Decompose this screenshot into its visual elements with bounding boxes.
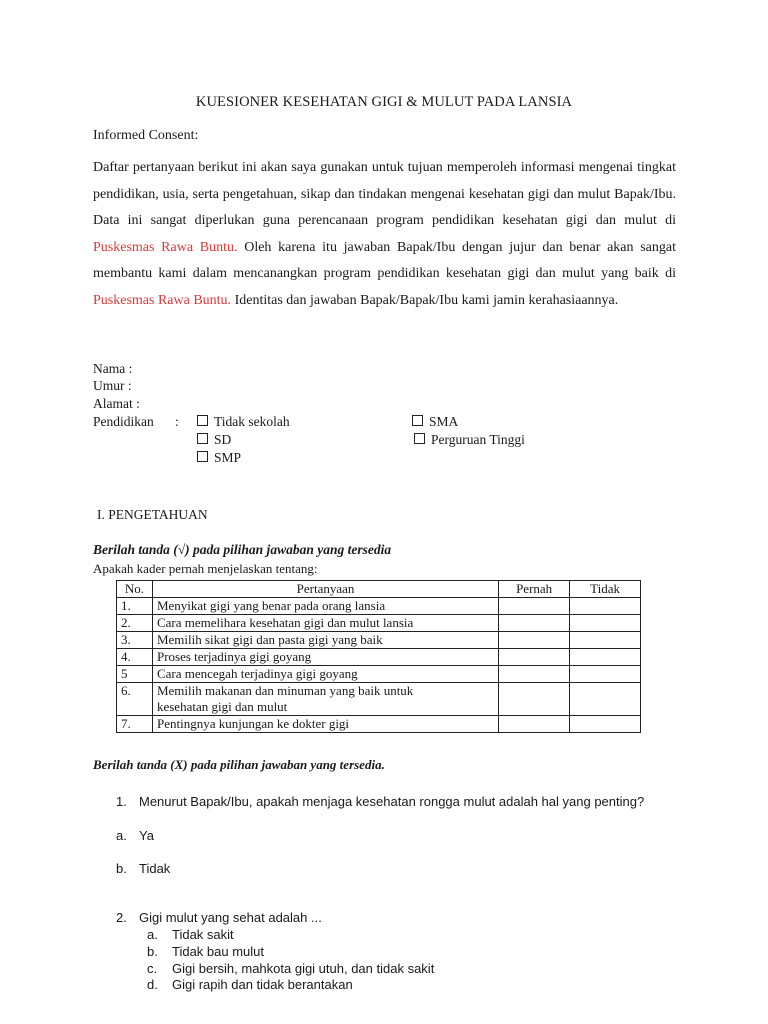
row-question: Pentingnya kunjungan ke dokter gigi xyxy=(152,716,498,733)
option-smp[interactable] xyxy=(197,450,241,466)
table-row xyxy=(117,716,641,733)
consent-label: Informed Consent: xyxy=(93,128,199,143)
answer-cell-tidak[interactable] xyxy=(570,666,641,683)
option-label: Perguruan Tinggi xyxy=(431,432,525,447)
answer-cell-tidak[interactable] xyxy=(570,649,641,666)
question-1-option-a[interactable]: Ya xyxy=(139,828,154,843)
question-1-text: Menurut Bapak/Ibu, apakah menjaga kesehatan rongga mulut adalah hal yang penting? xyxy=(139,794,645,809)
instruction-checkmark: Berilah tanda (√) pada pilihan jawaban yang tersedia xyxy=(93,542,392,557)
question-2-option-label: a. xyxy=(147,927,158,942)
answer-cell-pernah[interactable] xyxy=(499,649,570,666)
option-sma[interactable] xyxy=(412,414,458,430)
option-perguruan-tinggi[interactable] xyxy=(414,432,525,448)
checkbox-icon[interactable] xyxy=(197,415,208,426)
table-row xyxy=(117,598,641,615)
row-question: Menyikat gigi yang benar pada orang lansia xyxy=(152,598,498,615)
row-question: Cara mencegah terjadinya gigi goyang xyxy=(152,666,498,683)
field-umur[interactable]: Umur : xyxy=(93,378,132,393)
option-label: SMP xyxy=(214,450,242,465)
question-1-option-a-label: a. xyxy=(116,828,127,843)
field-pendidikan-colon: : xyxy=(175,414,179,429)
question-2-option-d[interactable]: Gigi rapih dan tidak berantakan xyxy=(172,977,353,992)
row-number: 1. xyxy=(117,598,153,615)
row-question-line-2: kesehatan gigi dan mulut xyxy=(156,699,288,714)
header-no: No. xyxy=(117,581,153,598)
answer-cell-tidak[interactable] xyxy=(570,615,641,632)
table-row xyxy=(117,683,641,716)
answer-cell-pernah[interactable] xyxy=(499,615,570,632)
checkbox-icon[interactable] xyxy=(414,433,425,444)
option-label: Tidak sekolah xyxy=(214,414,290,429)
document-title: KUESIONER KESEHATAN GIGI & MULUT PADA LANSIA xyxy=(195,94,573,110)
paragraph-text-3: Identitas dan jawaban Bapak/Bapak/Ibu kami jamin kerahasiaannya. xyxy=(231,292,619,308)
answer-cell-pernah[interactable] xyxy=(499,716,570,733)
question-2-option-label: b. xyxy=(147,944,158,959)
answer-cell-pernah[interactable] xyxy=(499,666,570,683)
table-row xyxy=(117,632,641,649)
row-number: 7. xyxy=(117,716,153,733)
question-1-option-b-label: b. xyxy=(116,861,127,876)
row-number: 3. xyxy=(117,632,153,649)
section-heading-pengetahuan: I. PENGETAHUAN xyxy=(97,507,208,522)
checkbox-icon[interactable] xyxy=(197,451,208,462)
row-question: Proses terjadinya gigi goyang xyxy=(152,649,498,666)
question-2-option-label: c. xyxy=(147,961,158,976)
paragraph-text-2: Oleh karena itu jawaban Bapak/Ibu dengan jujur dan benar akan sangat membantu kami dalam mencanangkan program pendidikan kesehatan gigi dan mulut yang baik di xyxy=(93,239,677,281)
puskesmas-name-1: Puskesmas Rawa Buntu. xyxy=(93,239,238,255)
answer-cell-pernah[interactable] xyxy=(499,598,570,615)
instruction-x-mark: Berilah tanda (X) pada pilihan jawaban yang tersedia. xyxy=(93,757,385,772)
question-2-number: 2. xyxy=(116,910,127,925)
answer-cell-tidak[interactable] xyxy=(570,632,641,649)
answer-cell-tidak[interactable] xyxy=(570,683,641,716)
knowledge-table xyxy=(116,580,641,733)
table-row xyxy=(117,649,641,666)
table-row xyxy=(117,666,641,683)
field-nama[interactable]: Nama : xyxy=(93,361,133,376)
consent-paragraph xyxy=(93,155,676,314)
row-question: Cara memelihara kesehatan gigi dan mulut lansia xyxy=(152,615,498,632)
option-tidak-sekolah[interactable] xyxy=(197,414,290,430)
checkbox-icon[interactable] xyxy=(197,433,208,444)
field-alamat[interactable]: Alamat : xyxy=(93,396,140,411)
header-pernah: Pernah xyxy=(499,581,570,598)
checkbox-icon[interactable] xyxy=(412,415,423,426)
option-label: SD xyxy=(214,432,232,447)
row-number: 6. xyxy=(117,683,153,716)
answer-cell-pernah[interactable] xyxy=(499,632,570,649)
table-header-row xyxy=(117,581,641,598)
row-question-line-1: Memilih makanan dan minuman yang baik untuk xyxy=(156,683,414,698)
puskesmas-name-2: Puskesmas Rawa Buntu. xyxy=(93,292,232,308)
row-number: 4. xyxy=(117,649,153,666)
answer-cell-tidak[interactable] xyxy=(570,716,641,733)
paragraph-text-1: Daftar pertanyaan berikut ini akan saya gunakan untuk tujuan memperoleh informasi mengenai tingkat pendidikan, usia, serta pengetahuan, sikap dan tindakan mengenai kesehatan gigi dan mulut Bapak/Ibu. Data ini sangat diperlukan guna perencanaan program pendidikan kesehatan gigi dan mulut di xyxy=(93,160,676,228)
header-tidak: Tidak xyxy=(570,581,641,598)
answer-cell-pernah[interactable] xyxy=(499,683,570,716)
question-2-text: Gigi mulut yang sehat adalah ... xyxy=(139,910,322,925)
question-1-number: 1. xyxy=(116,794,127,809)
option-sd[interactable] xyxy=(197,432,231,448)
question-2-option-label: d. xyxy=(147,977,158,992)
question-2-option-a[interactable]: Tidak sakit xyxy=(172,927,234,942)
row-number: 2. xyxy=(117,615,153,632)
field-pendidikan-label: Pendidikan xyxy=(93,414,154,429)
header-question: Pertanyaan xyxy=(152,581,498,598)
row-question: Memilih sikat gigi dan pasta gigi yang baik xyxy=(152,632,498,649)
question-2-option-c[interactable]: Gigi bersih, mahkota gigi utuh, dan tidak sakit xyxy=(172,961,435,976)
answer-cell-tidak[interactable] xyxy=(570,598,641,615)
question-2-option-b[interactable]: Tidak bau mulut xyxy=(172,944,265,959)
table-row xyxy=(117,615,641,632)
row-number: 5 xyxy=(117,666,153,683)
table-intro: Apakah kader pernah menjelaskan tentang: xyxy=(93,561,318,576)
option-label: SMA xyxy=(429,414,459,429)
row-question xyxy=(152,683,498,716)
question-1-option-b[interactable]: Tidak xyxy=(139,861,171,876)
